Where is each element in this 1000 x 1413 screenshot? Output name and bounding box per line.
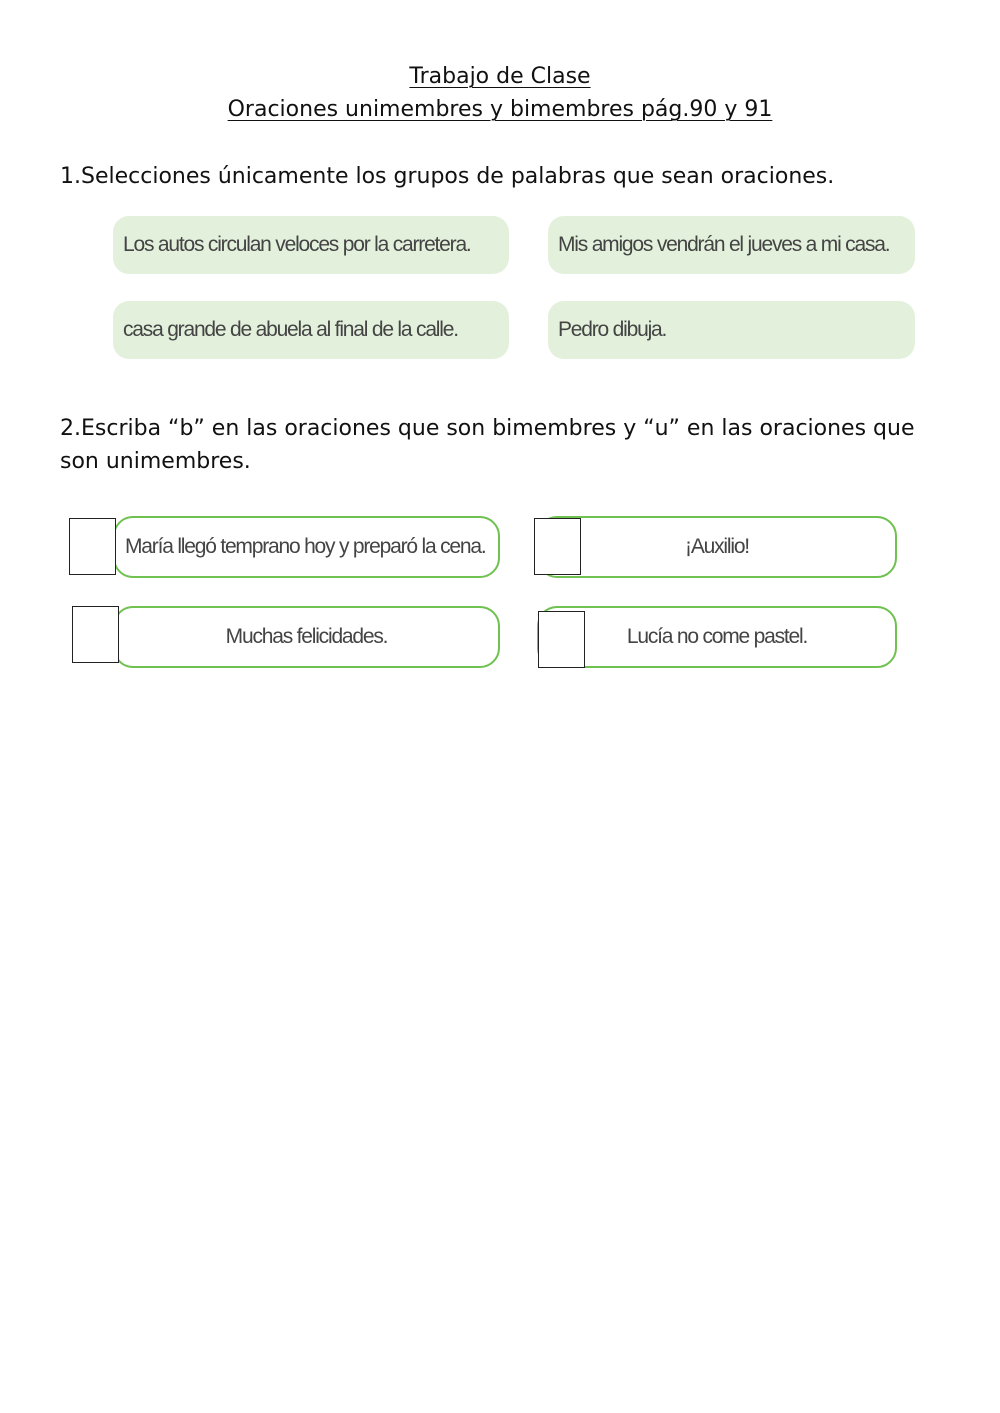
- exercise2-sentence-1: María llegó temprano hoy y preparó la cena.: [113, 516, 500, 578]
- exercise2-answer-box-3[interactable]: [72, 606, 119, 663]
- worksheet-subtitle: Oraciones unimembres y bimembres pág.90 y 91: [227, 97, 773, 122]
- exercise1-option-1[interactable]: Los autos circulan veloces por la carretera.: [113, 216, 509, 274]
- exercise2-sentence-4: Lucía no come pastel.: [537, 606, 897, 668]
- exercise2-answer-box-2[interactable]: [534, 518, 581, 575]
- exercise2-answer-box-4[interactable]: [538, 611, 585, 668]
- exercise1-option-4[interactable]: Pedro dibuja.: [548, 301, 915, 359]
- exercise1-option-3[interactable]: casa grande de abuela al final de la calle.: [113, 301, 509, 359]
- exercise1-instruction: 1.Selecciones únicamente los grupos de palabras que sean oraciones.: [60, 164, 835, 189]
- exercise1-option-2[interactable]: Mis amigos vendrán el jueves a mi casa.: [548, 216, 915, 274]
- exercise2-answer-box-1[interactable]: [69, 518, 116, 575]
- exercise2-instruction: 2.Escriba “b” en las oraciones que son bimembres y “u” en las oraciones que son unimembres.: [60, 416, 915, 474]
- worksheet-title: Trabajo de Clase: [409, 64, 591, 89]
- exercise2-sentence-3: Muchas felicidades.: [113, 606, 500, 668]
- exercise2-sentence-2: ¡Auxilio!: [537, 516, 897, 578]
